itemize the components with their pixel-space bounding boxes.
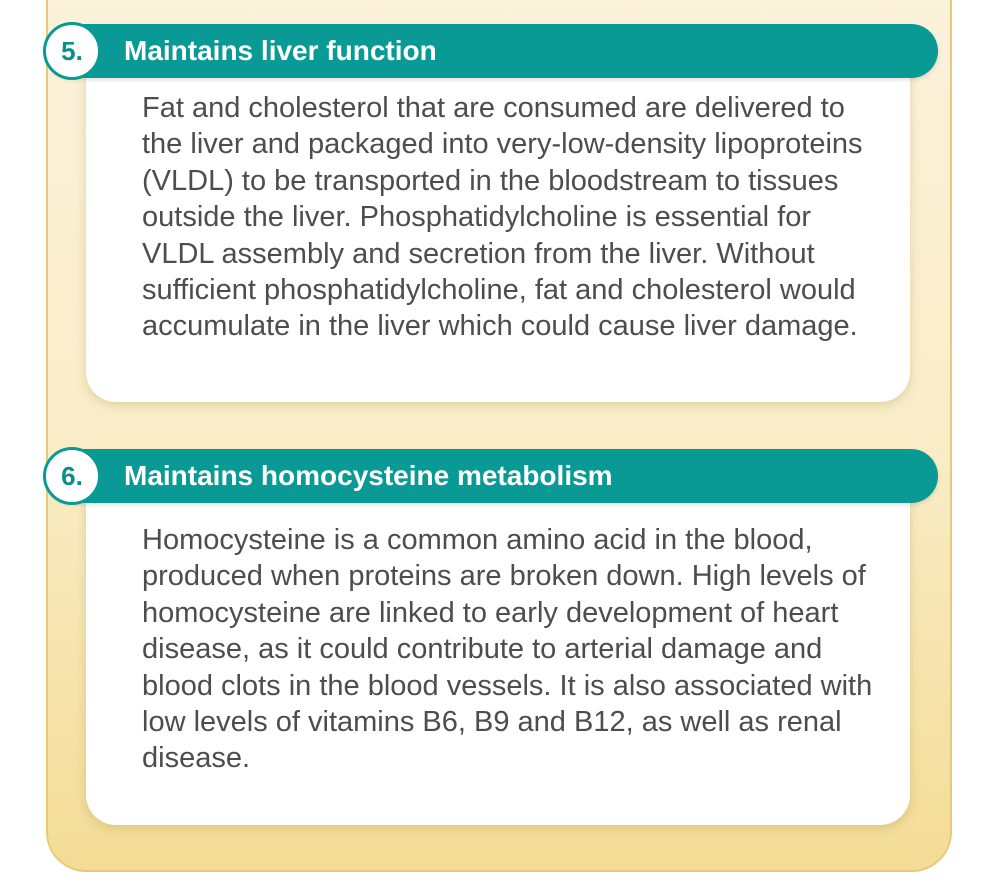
section-card-5 [86,50,910,402]
section-card-6 [86,474,910,825]
section-title-5: Maintains liver function [124,35,437,66]
section-body-5: Fat and cholesterol that are consumed are delivered to the liver and packaged into very-low-density lipoproteins (VLDL) to be transported in the bloodstream to tissues outside the liver. Phosphatidylcholine is essential for VLDL assembly and secretion from the liver. Without sufficient phosphatidylcholine, fat and cholesterol would accumulate in the liver which could cause liver damage. [142,92,863,343]
section-header-6 [46,449,938,503]
section-number-5: 5. [61,35,83,66]
section-title-6: Maintains homocysteine metabolism [124,460,613,491]
section-body-6: Homocysteine is a common amino acid in the blood, produced when proteins are broken down. High levels of homocysteine are linked to early development of heart disease, as it could contribute to arterial damage and blood clots in the blood vessels. It is also associated with low levels of vitamins B6, B9 and B12, as well as renal disease. [142,524,873,775]
section-number-6: 6. [61,460,83,491]
section-number-badge-5 [43,22,101,80]
section-number-badge-6 [43,447,101,505]
section-header-5 [46,24,938,78]
